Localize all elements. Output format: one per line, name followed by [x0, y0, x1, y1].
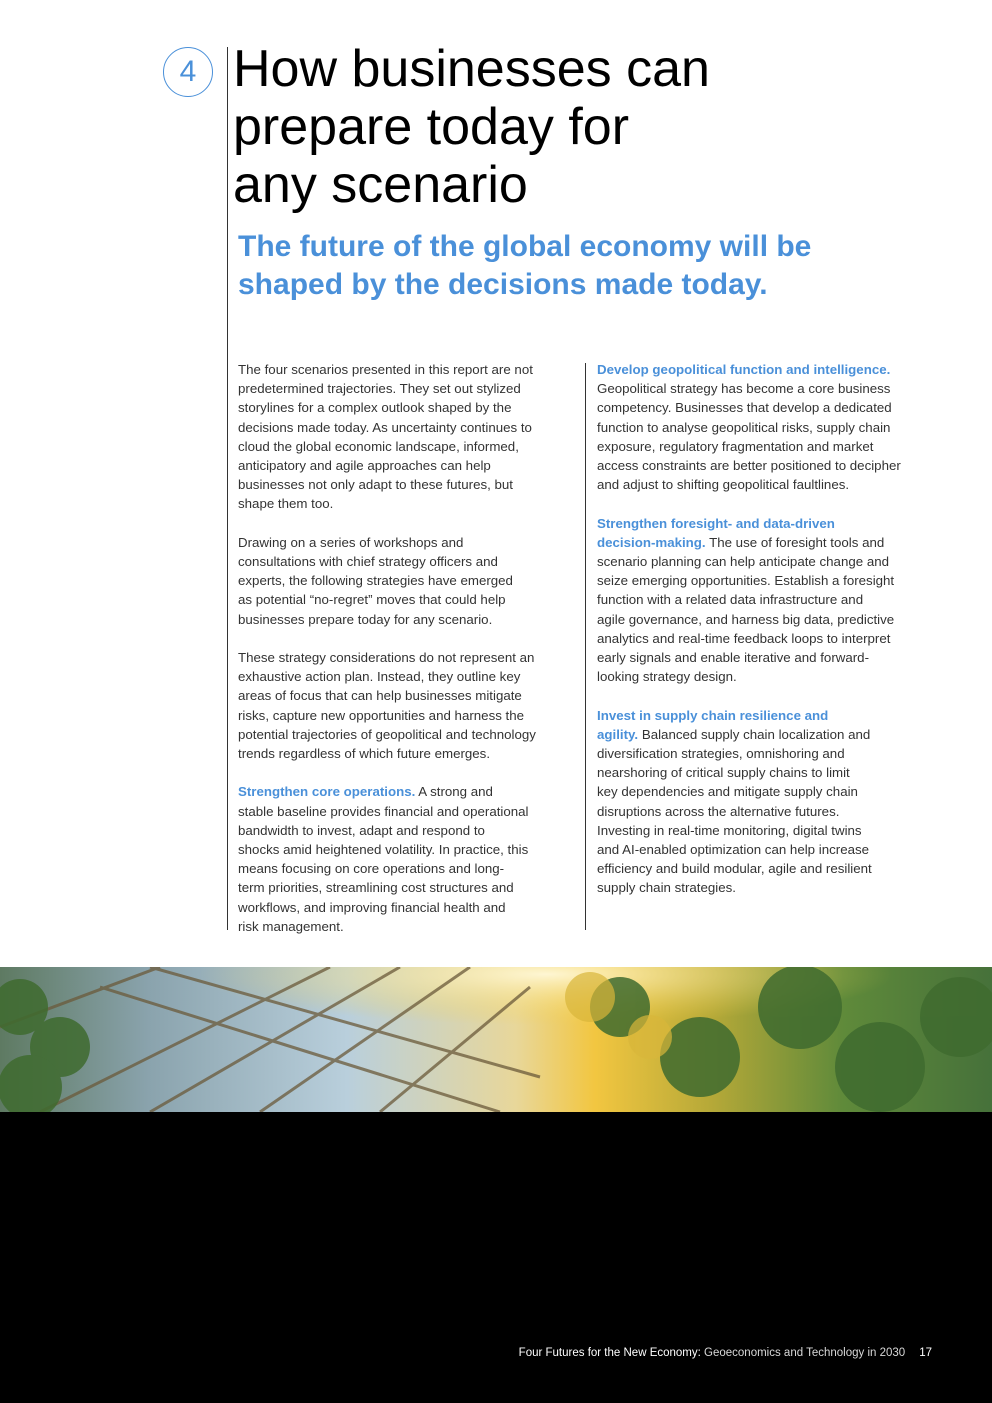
intro-paragraph — [238, 360, 573, 514]
text-line: exposure, regulatory fragmentation and market — [597, 438, 874, 454]
text-line — [238, 782, 573, 801]
strategy-heading: Invest in supply chain resilience and — [597, 707, 829, 723]
text-line: experts, the following strategies have emerged — [238, 573, 513, 589]
text-line: workflows, and improving financial health and — [238, 899, 506, 915]
chapter-number-badge: 4 — [163, 47, 213, 97]
text-line: risks, capture new opportunities and harness the — [238, 707, 525, 723]
text-line: stable baseline provides financial and operational — [238, 803, 529, 819]
page-subtitle — [238, 228, 878, 304]
black-band — [0, 1112, 992, 1403]
text-line: areas of focus that can help businesses mitigate — [238, 688, 522, 704]
strategy-heading: Develop geopolitical function and intelligence. — [597, 362, 891, 377]
text-line: trends regardless of which future emerges. — [238, 746, 491, 762]
page-number: 17 — [919, 1347, 932, 1359]
text-line: agile governance, and harness big data, predictive — [597, 611, 895, 627]
photo-illustration — [0, 967, 992, 1112]
subtitle-line: shaped by the decisions made today. — [238, 268, 768, 301]
text-fragment: The use of foresight tools and — [705, 534, 885, 550]
footer-subtitle: Geoeconomics and Technology in 2030 — [700, 1347, 906, 1359]
text-line: consultations with chief strategy officers and — [238, 554, 498, 570]
text-line: bandwidth to invest, adapt and respond to — [238, 822, 485, 838]
column-divider — [585, 363, 586, 930]
text-line: businesses not only adapt to these futures, but — [238, 477, 513, 493]
page-title — [233, 40, 933, 214]
text-line: anticipatory and agile approaches can help — [238, 458, 491, 474]
text-line: and adjust to shifting geopolitical faultlines. — [597, 477, 850, 493]
right-column — [597, 360, 942, 917]
text-line: predetermined trajectories. They set out stylized — [238, 381, 521, 397]
title-line: any scenario — [233, 156, 528, 214]
left-column — [238, 360, 573, 955]
text-line: decisions made today. As uncertainty continues to — [238, 419, 532, 435]
text-line: early signals and enable iterative and forward- — [597, 650, 870, 666]
text-line: function with a related data infrastructure and — [597, 592, 864, 608]
text-line: looking strategy design. — [597, 669, 737, 685]
text-line: potential trajectories of geopolitical and technology — [238, 726, 536, 742]
text-line: term priorities, streamlining cost structures and — [238, 880, 514, 896]
text-line: Investing in real-time monitoring, digital twins — [597, 822, 862, 838]
footer-title: Four Futures for the New Economy: — [518, 1347, 701, 1359]
text-line: disruptions across the alternative futures. — [597, 803, 840, 819]
subtitle-line: The future of the global economy will be — [238, 230, 812, 263]
strategy-heading: agility. — [597, 726, 639, 742]
strategy-heading: Strengthen foresight- and data-driven — [597, 515, 835, 531]
page-footer — [519, 1347, 932, 1359]
text-line: efficiency and build modular, agile and resilient — [597, 861, 872, 877]
strategy-heading: decision-making. — [597, 534, 706, 550]
text-line: nearshoring of critical supply chains to limit — [597, 765, 850, 781]
text-line: The four scenarios presented in this report are not — [238, 362, 533, 377]
text-line: seize emerging opportunities. Establish a foresight — [597, 573, 895, 589]
text-line: Drawing on a series of workshops and — [238, 534, 464, 550]
text-line: as potential “no-regret” moves that could help — [238, 592, 506, 608]
text-line: and AI-enabled optimization can help increase — [597, 842, 870, 858]
text-line — [597, 533, 942, 552]
text-line: exhaustive action plan. Instead, they outline key — [238, 669, 521, 685]
text-line: competency. Businesses that develop a dedicated — [597, 400, 892, 416]
text-fragment: A strong and — [415, 784, 493, 800]
text-line: access constraints are better positioned to decipher — [597, 458, 901, 474]
text-line: businesses prepare today for any scenario. — [238, 611, 493, 627]
title-line: prepare today for — [233, 98, 630, 156]
text-line: shocks amid heightened volatility. In practice, this — [238, 842, 529, 858]
text-line: storylines for a complex outlook shaped by the — [238, 400, 512, 416]
text-line: These strategy considerations do not represent an — [238, 650, 535, 666]
geopolitical-paragraph — [597, 360, 942, 494]
text-line — [597, 725, 942, 744]
foresight-paragraph — [597, 514, 942, 687]
title-line: How businesses can — [233, 40, 710, 98]
text-line: risk management. — [238, 918, 344, 934]
text-line: key dependencies and mitigate supply chain — [597, 784, 858, 800]
text-line: scenario planning can help anticipate change and — [597, 554, 890, 570]
workshops-paragraph — [238, 533, 573, 629]
core-operations-paragraph — [238, 782, 573, 936]
considerations-paragraph — [238, 648, 573, 763]
text-line: cloud the global economic landscape, informed, — [238, 438, 519, 454]
text-line: supply chain strategies. — [597, 880, 736, 896]
text-fragment: Balanced supply chain localization and — [638, 726, 871, 742]
text-line: function to analyse geopolitical risks, supply chain — [597, 419, 891, 435]
text-line: means focusing on core operations and long- — [238, 861, 505, 877]
strategy-heading: Strengthen core operations. — [238, 784, 416, 800]
left-divider — [227, 47, 228, 930]
text-line: diversification strategies, omnishoring and — [597, 746, 845, 762]
supply-chain-paragraph — [597, 706, 942, 898]
text-line: shape them too. — [238, 496, 334, 512]
text-line: analytics and real-time feedback loops to interpret — [597, 630, 891, 646]
building-trees-photo — [0, 967, 992, 1112]
text-line: Geopolitical strategy has become a core business — [597, 381, 891, 397]
